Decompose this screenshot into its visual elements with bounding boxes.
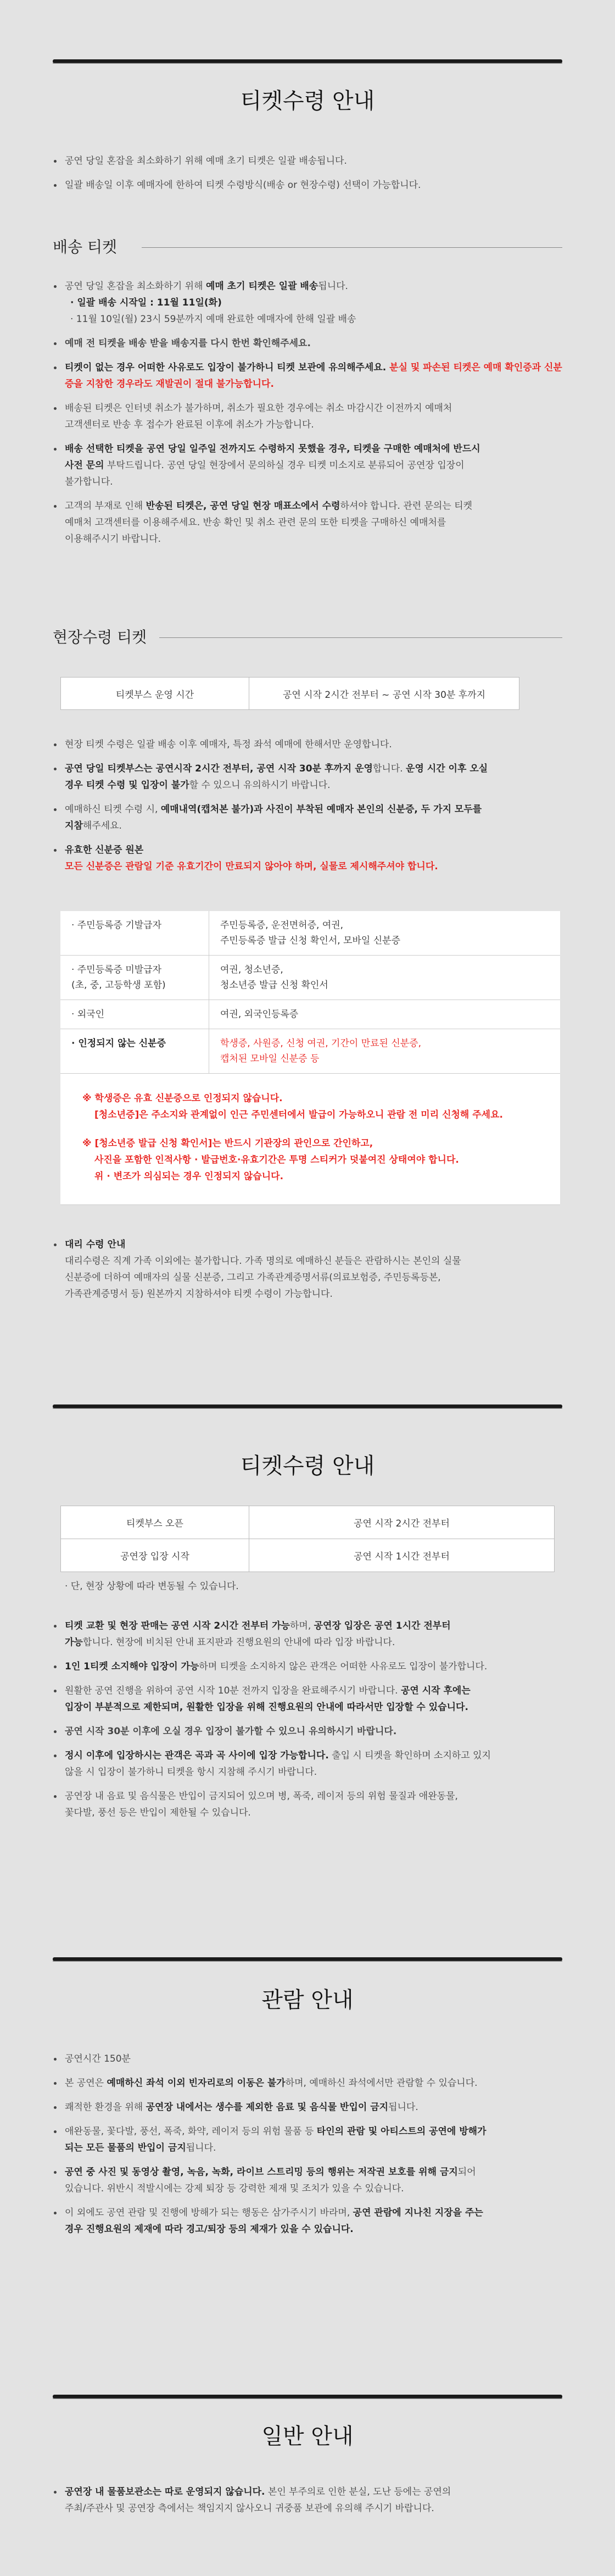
- list-item: 예매하신 티켓 수령 시, 예매내역(캡처본 불가)과 사진이 부착된 예매자 본인의 신분증, 두 가지 모두를 지참해주세요.: [53, 801, 562, 834]
- list-item: 공연시간 150분: [53, 2051, 562, 2067]
- list-item: 배송 선택한 티켓을 공연 당일 일주일 전까지도 수령하지 못했을 경우, 티켓을 구매한 예매처에 반드시 사전 문의 부탁드립니다. 공연 당일 현장에서 문의하실 경우 티켓 미소지로 분류되어 공연장 입장이 불가합니다.: [53, 441, 562, 490]
- list-item: 예매 전 티켓을 배송 받을 배송지를 다시 한번 확인해주세요.: [53, 335, 562, 352]
- schedule-table: [60, 1506, 555, 1572]
- onsite-heading: 현장수령 티켓: [53, 628, 147, 646]
- onsite-list: [53, 736, 562, 882]
- list-item: 현장 티켓 수령은 일괄 배송 이후 예매자, 특정 좌석 예매에 한해서만 운영합니다.: [53, 736, 562, 753]
- table-row: [61, 1539, 555, 1572]
- table-row: [61, 1506, 555, 1539]
- heading-line: [159, 637, 562, 638]
- id-row-header: · 주민등록증 미발급자 (초, 중, 고등학생 포함): [60, 956, 209, 1000]
- intro-list: [53, 153, 562, 201]
- heading-line: [142, 247, 562, 248]
- section-divider: [53, 1404, 562, 1408]
- list-item: 공연장 내 음료 및 음식물은 반입이 금지되어 있으며 병, 폭죽, 레이저 등의 위험 물질과 애완동물, 꽃다발, 풍선 등은 반입이 제한될 수 있습니다.: [53, 1788, 562, 1821]
- id-row-header: · 외국인: [60, 1000, 209, 1029]
- section-title: 일반 안내: [261, 2424, 354, 2449]
- list-item: 이 외에도 공연 관람 및 진행에 방해가 되는 행동은 삼가주시기 바라며, 공연 관람에 지나친 지장을 주는 경우 진행요원의 제재에 따라 경고/퇴장 등의 제재가 있을 수 있습니다.: [53, 2205, 562, 2238]
- list-item: 쾌적한 환경을 위해 공연장 내에서는 생수를 제외한 음료 및 음식물 반입이 금지됩니다.: [53, 2099, 562, 2116]
- list-item: 고객의 부재로 인해 반송된 티켓은, 공연 당일 현장 매표소에서 수령하셔야 합니다. 관련 문의는 티켓 예매처 고객센터를 이용해주세요. 반송 확인 및 취소 관련 문의 또한 티켓을 구매하신 예매처를 이용해주시기 바랍니다.: [53, 498, 562, 547]
- table-row: [60, 1000, 560, 1029]
- id-notes: ※ 학생증은 유효 신분증으로 인정되지 않습니다. [청소년증]은 주소지와 관계없이 인근 주민센터에서 발급이 가능하오니 관람 전 미리 신청해 주세요. ※ [청소년증 발급 신청 확인서]는 반드시 기관장의 관인으로 간인하고, 사진을 포함한 인적사항 · 발급번호·유효기간은 투명 스티커가 덧붙여진 상태여야 합니다. 위 · 변조가 의심되는 경우 인정되지 않습니다.: [60, 1074, 560, 1205]
- section-title: 티켓수령 안내: [240, 1453, 375, 1479]
- list-item: 공연 시작 30분 이후에 오실 경우 입장이 불가할 수 있으니 유의하시기 바랍니다.: [53, 1723, 562, 1740]
- section-divider: [53, 2395, 562, 2399]
- entry-list: [53, 1618, 562, 1829]
- list-item: 티켓이 없는 경우 어떠한 사유로도 입장이 불가하니 티켓 보관에 유의해주세요. 분실 및 파손된 티켓은 예매 확인증과 신분증을 지참한 경우라도 재발권이 절대 불가능합니다.: [53, 359, 562, 392]
- proxy-pickup: [53, 1236, 562, 1310]
- list-item: 공연장 내 물품보관소는 따로 운영되지 않습니다. 본인 부주의로 인한 분실, 도난 등에는 공연의 주최/주관사 및 공연장 측에서는 책임지지 않사오니 귀중품 보관에 유의해 주시기 바랍니다.: [53, 2484, 562, 2517]
- booth-hours-label: 티켓부스 운영 시간: [61, 678, 249, 710]
- id-row-value: 주민등록증, 운전면허증, 여권, 주민등록증 발급 신청 확인서, 모바일 신분증: [209, 911, 561, 956]
- schedule-note: · 단, 현장 상황에 따라 변동될 수 있습니다.: [65, 1581, 239, 1592]
- id-table: [60, 911, 560, 1205]
- list-item: 공연 당일 혼잡을 최소화하기 위해 예매 초기 티켓은 일괄 배송됩니다. · 일괄 배송 시작일 : 11월 11일(화) · 11월 10일(월) 23시 59분까지 예매 완료한 예매자에 한해 일괄 배송: [53, 278, 562, 327]
- table-row: [60, 1074, 560, 1205]
- table-row: [60, 911, 560, 956]
- schedule-label: 티켓부스 오픈: [61, 1506, 249, 1539]
- list-item: 공연 당일 혼잡을 최소화하기 위해 예매 초기 티켓은 일괄 배송됩니다.: [53, 153, 562, 169]
- section-title: 관람 안내: [261, 1987, 354, 2013]
- list-item: 티켓 교환 및 현장 판매는 공연 시작 2시간 전부터 가능하며, 공연장 입장은 공연 1시간 전부터 가능합니다. 현장에 비치된 안내 표지판과 진행요원의 안내에 따라 입장 바랍니다.: [53, 1618, 562, 1651]
- list-item: 1인 1티켓 소지해야 입장이 가능하며 티켓을 소지하지 않은 관객은 어떠한 사유로도 입장이 불가합니다.: [53, 1658, 562, 1675]
- id-row-header: · 인정되지 않는 신분증: [60, 1029, 209, 1074]
- list-item: 공연 당일 티켓부스는 공연시작 2시간 전부터, 공연 시작 30분 후까지 운영합니다. 운영 시간 이후 오실 경우 티켓 수령 및 입장이 불가할 수 있으니 유의하시기 바랍니다.: [53, 760, 562, 793]
- list-item: 일괄 배송일 이후 예매자에 한하여 티켓 수령방식(배송 or 현장수령) 선택이 가능합니다.: [53, 177, 562, 193]
- list-item: 본 공연은 예매하신 좌석 이외 빈자리로의 이동은 불가하며, 예매하신 좌석에서만 관람할 수 있습니다.: [53, 2075, 562, 2091]
- schedule-value: 공연 시작 2시간 전부터: [249, 1506, 555, 1539]
- list-item: 원활한 공연 진행을 위하여 공연 시작 10분 전까지 입장을 완료해주시기 바랍니다. 공연 시작 후에는 입장이 부분적으로 제한되며, 원활한 입장을 위해 진행요원의 안내에 따라서만 입장할 수 있습니다.: [53, 1683, 562, 1716]
- table-row: [60, 956, 560, 1000]
- top-divider: [53, 59, 562, 63]
- list-item: 정시 이후에 입장하시는 관객은 곡과 곡 사이에 입장 가능합니다. 출입 시 티켓을 확인하며 소지하고 있지 않을 시 입장이 불가하니 티켓을 항시 지참해 주시기 바랍니다.: [53, 1747, 562, 1780]
- booth-hours-table: [60, 677, 519, 710]
- viewing-list: [53, 2051, 562, 2245]
- page-title: 티켓수령 안내: [240, 88, 375, 114]
- delivery-heading: 배송 티켓: [53, 238, 118, 256]
- id-row-value: 학생증, 사원증, 신청 여권, 기간이 만료된 신분증, 캡처된 모바일 신분증 등: [209, 1029, 561, 1074]
- id-row-header: · 주민등록증 기발급자: [60, 911, 209, 956]
- id-row-value: 여권, 외국인등록증: [209, 1000, 561, 1029]
- list-item: 배송된 티켓은 인터넷 취소가 불가하며, 취소가 필요한 경우에는 취소 마감시간 이전까지 예매처 고객센터로 반송 후 접수가 완료된 이후에 취소가 가능합니다.: [53, 400, 562, 433]
- general-list: [53, 2484, 562, 2524]
- section-divider: [53, 1957, 562, 1961]
- delivery-list: [53, 278, 562, 555]
- list-item: 공연 중 사진 및 동영상 촬영, 녹음, 녹화, 라이브 스트리밍 등의 행위는 저작권 보호를 위해 금지되어 있습니다. 위반시 적발시에는 강제 퇴장 등 강력한 제재 및 조치가 있을 수 있습니다.: [53, 2164, 562, 2197]
- id-row-value: 여권, 청소년증, 청소년증 발급 신청 확인서: [209, 956, 561, 1000]
- booth-hours-value: 공연 시작 2시간 전부터 ~ 공연 시작 30분 후까지: [249, 678, 519, 710]
- table-row: [60, 1029, 560, 1074]
- list-item: 대리 수령 안내 대리수령은 직계 가족 이외에는 불가합니다. 가족 명의로 예매하신 분들은 관람하시는 본인의 실물 신분증에 더하여 예매자의 실물 신분증, 그리고 가족관계증명서류(의료보험증, 주민등록등본, 가족관계증명서 등) 원본까지 지참하셔야 티켓 수령이 가능합니다.: [53, 1236, 562, 1302]
- schedule-value: 공연 시작 1시간 전부터: [249, 1539, 555, 1572]
- list-item: 애완동물, 꽃다발, 풍선, 폭죽, 화약, 레이저 등의 위험 물품 등 타인의 관람 및 아티스트의 공연에 방해가 되는 모든 물품의 반입이 금지됩니다.: [53, 2123, 562, 2156]
- list-item: 유효한 신분증 원본 모든 신분증은 관람일 기준 유효기간이 만료되지 않아야 하며, 실물로 제시해주셔야 합니다.: [53, 842, 562, 875]
- schedule-label: 공연장 입장 시작: [61, 1539, 249, 1572]
